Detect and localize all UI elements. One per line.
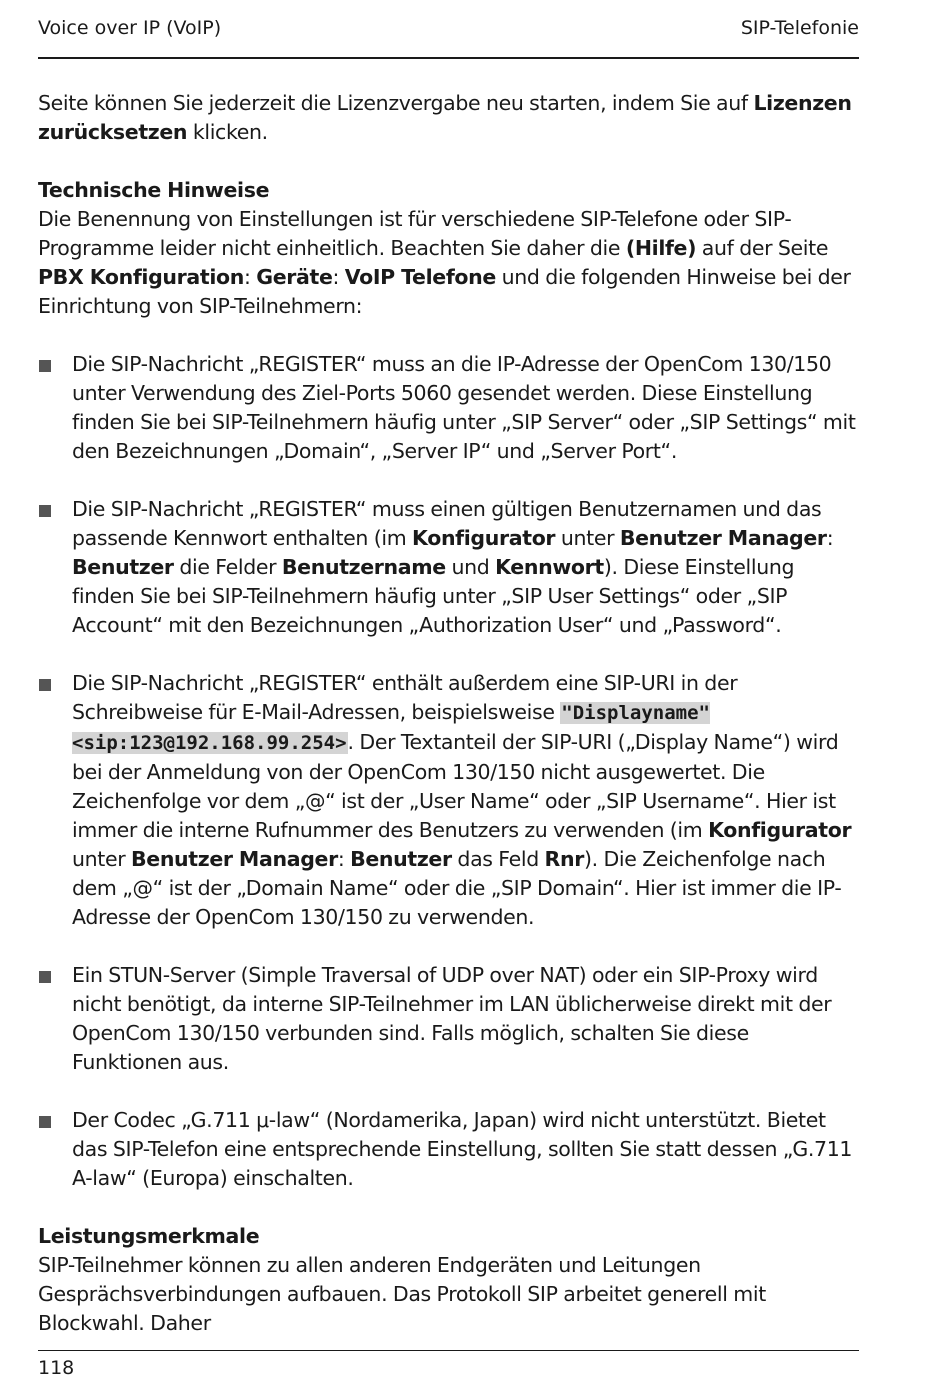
square-bullet-icon bbox=[39, 505, 51, 517]
running-header-left: Voice over IP (VoIP) bbox=[38, 17, 222, 39]
section-heading-tech: Technische Hinweise bbox=[38, 178, 270, 202]
section-heading-features: Leistungsmerkmale bbox=[38, 1224, 260, 1248]
square-bullet-icon bbox=[39, 1116, 51, 1128]
list-item: Die SIP-Nachricht „REGISTER“ muss einen gültigen Benutzernamen und das passende Kennwort enthalten (im Konfigurator unter Benutzer Manager: Benutzer die Felder Benutzername und Kennwort). Diese Einstellung finden Sie bei SIP-Teilnehmern häufig unter „SIP User Settings“ oder „SIP Account“ mit den Bezeichnungen „Authorization User“ und „Password“. bbox=[38, 495, 859, 640]
page-number: 118 bbox=[38, 1357, 75, 1379]
square-bullet-icon bbox=[39, 679, 51, 691]
header-rule bbox=[38, 57, 859, 59]
running-header-right: SIP-Telefonie bbox=[740, 17, 859, 39]
reset-licenses-term: Lizenzen zurücksetzen bbox=[38, 91, 852, 144]
list-item: Die SIP-Nachricht „REGISTER“ muss an die IP-Adresse der OpenCom 130/150 unter Verwendung des Ziel-Ports 5060 gesendet werden. Diese Einstellung finden Sie bei SIP-Teilnehmern häufig unter „SIP Server“ oder „SIP Settings“ mit den Bezeichnungen „Domain“, „Server IP“ und „Server Port“. bbox=[38, 350, 859, 466]
list-item: Ein STUN-Server (Simple Traversal of UDP over NAT) oder ein SIP-Proxy wird nicht benötigt, da interne SIP-Teilnehmer im LAN üblicherweise direkt mit der OpenCom 130/150 verbunden sind. Falls möglich, schalten Sie diese Funktionen aus. bbox=[38, 961, 859, 1077]
features-paragraph: SIP-Teilnehmer können zu allen anderen Endgeräten und Leitungen Gesprächsverbindungen aufbauen. Das Protokoll SIP arbeitet generell mit Blockwahl. Daher bbox=[38, 1253, 766, 1335]
square-bullet-icon bbox=[39, 360, 51, 372]
square-bullet-icon bbox=[39, 971, 51, 983]
list-item: Die SIP-Nachricht „REGISTER“ enthält außerdem eine SIP-URI in der Schreibweise für E-Mail-Adressen, beispielsweise "Displayname" <sip:123@192.168.99.254>. Der Textanteil der SIP-URI („Display Name“) wird bei der Anmeldung von der OpenCom 130/150 nicht ausgewertet. Die Zeichenfolge vor dem „@“ ist der „User Name“ oder „SIP Username“. Hier ist immer die interne Rufnummer des Benutzers zu verwenden (im Konfigurator unter Benutzer Manager: Benutzer das Feld Rnr). Die Zeichenfolge nach dem „@“ ist der „Domain Name“ oder die „SIP Domain“. Hier ist immer die IP-Adresse der OpenCom 130/150 zu verwenden. bbox=[38, 669, 859, 932]
list-item: Der Codec „G.711 μ-law“ (Nordamerika, Japan) wird nicht unterstützt. Bietet das SIP-Telefon eine entsprechende Einstellung, sollten Sie statt dessen „G.711 A-law“ (Europa) einschalten. bbox=[38, 1106, 859, 1193]
intro-paragraph: Seite können Sie jederzeit die Lizenzvergabe neu starten, indem Sie auf Lizenzen zurücksetzen klicken. bbox=[38, 91, 852, 144]
page-body bbox=[38, 89, 859, 1338]
footer-rule bbox=[38, 1350, 859, 1351]
tech-paragraph: Die Benennung von Einstellungen ist für verschiedene SIP-Telefone oder SIP-Programme leider nicht einheitlich. Beachten Sie daher die (Hilfe) auf der Seite PBX Konfiguration: Geräte: VoIP Telefone und die folgenden Hinweise bei der Einrichtung von SIP-Teilnehmern: bbox=[38, 207, 851, 318]
sip-uri-example: "Displayname" <sip:123@192.168.99.254> bbox=[72, 702, 710, 754]
